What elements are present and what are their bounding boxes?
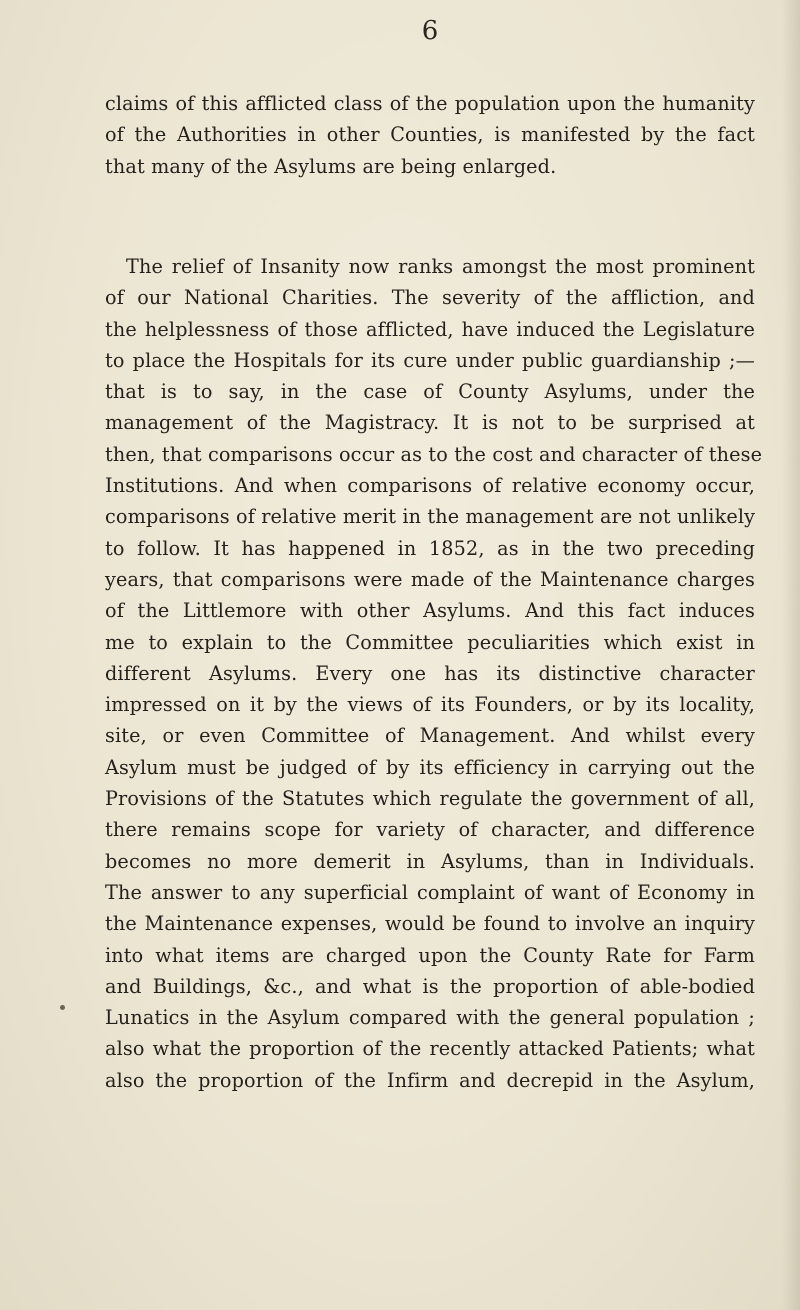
text-line: to follow. It has happened in 1852, as in the two preceding [105,536,755,560]
paragraph-2 [105,251,763,1096]
text-line: to place the Hospitals for its cure under public guardianship ;— [105,348,755,372]
text-line: of the Authorities in other Counties, is manifested by the fact [105,123,755,147]
text-line: years, that comparisons were made of the Maintenance charges [105,567,755,591]
ink-speck [60,1005,65,1010]
text-line: also the proportion of the Infirm and decrepid in the Asylum, [105,1068,755,1092]
text-line: Provisions of the Statutes which regulate the government of all, [105,787,755,811]
text-line: site, or even Committee of Management. And whilst every [105,724,755,748]
text-line: into what items are charged upon the County Rate for Farm [105,943,755,967]
text-line: claims of this afflicted class of the population upon the humanity [105,92,755,115]
text-line: there remains scope for variety of character, and difference [105,818,755,842]
text-line: impressed on it by the views of its Founders, or by its locality, [105,693,755,717]
text-line: of the Littlemore with other Asylums. And this fact induces [105,599,755,623]
text-line: that is to say, in the case of County Asylums, under the [105,380,755,404]
page-number: 6 [421,16,439,46]
text-line: Lunatics in the Asylum compared with the general population ; [105,1006,755,1030]
text-line: that many of the Asylums are being enlarged. [105,154,557,178]
text-line: comparisons of relative merit in the management are not unlikely [105,505,756,529]
text-line: of our National Charities. The severity of the affliction, and [105,286,755,310]
text-line: management of the Magistracy. It is not to be surprised at [105,411,755,435]
text-line: then, that comparisons occur as to the cost and character of these [105,442,763,466]
text-line: the Maintenance expenses, would be found to involve an inquiry [105,912,755,936]
text-line: and Buildings, &c., and what is the proportion of able-bodied [105,974,755,998]
text-line: The relief of Insanity now ranks amongst the most prominent [126,255,755,278]
text-line: The answer to any superficial complaint of want of Economy in [105,880,755,904]
page-edge-shadow [782,0,800,1310]
text-line: Asylum must be judged of by its efficiency in carrying out the [105,755,755,779]
text-line: me to explain to the Committee peculiarities which exist in [105,630,755,654]
text-line: Institutions. And when comparisons of relative economy occur, [105,474,755,498]
paragraph-1 [105,88,755,182]
text-line: also what the proportion of the recently attacked Patients; what [105,1037,755,1061]
text-line: the helplessness of those afflicted, have induced the Legislature [105,317,755,341]
text-line: becomes no more demerit in Asylums, than in Individuals. [105,849,755,873]
text-line: different Asylums. Every one has its distinctive character [105,661,755,685]
